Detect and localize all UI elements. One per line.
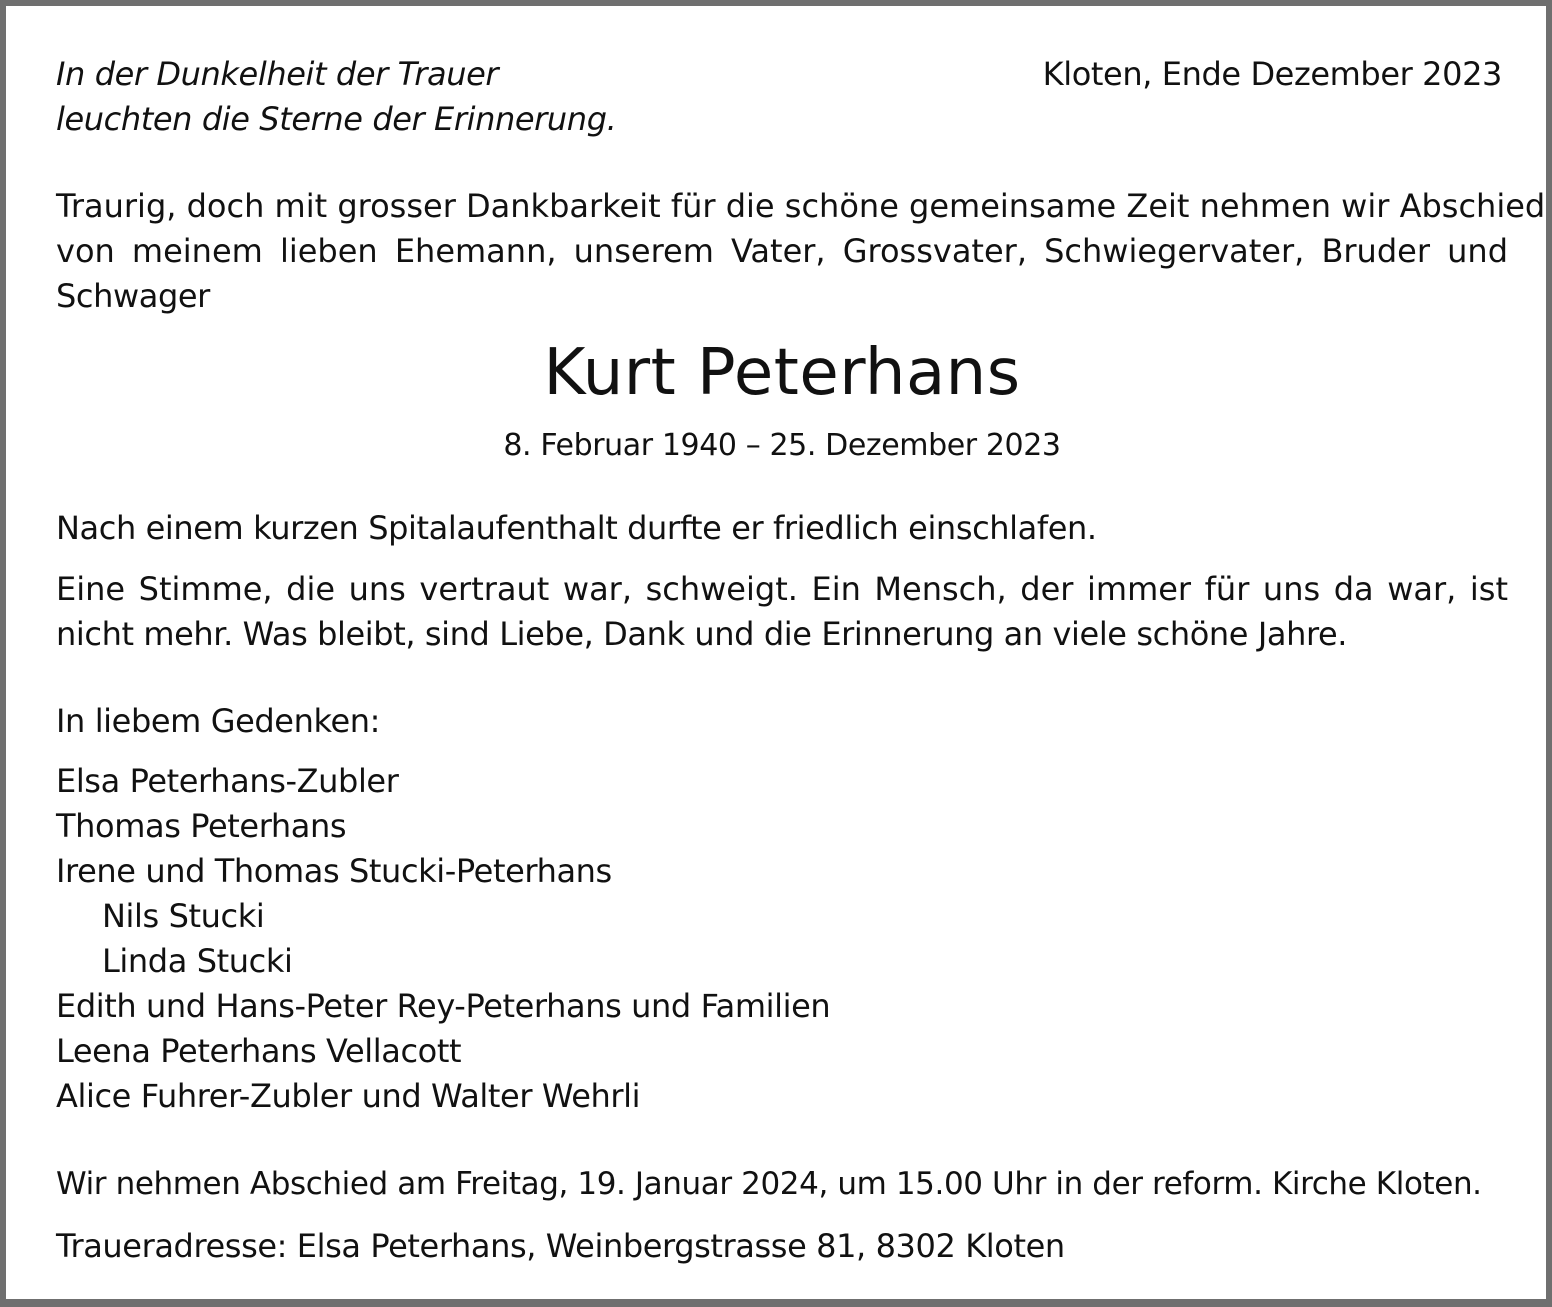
mourning-address: Traueradresse: Elsa Peterhans, Weinbergstrasse 81, 8302 Kloten [56,1227,1065,1265]
mourner-name: Leena Peterhans Vellacott [56,1032,462,1070]
mourner-name-indented: Nils Stucki [102,897,265,935]
intro-line-3: Schwager [56,277,210,315]
place-date: Kloten, Ende Dezember 2023 [1042,55,1502,93]
motto-line-2: leuchten die Sterne der Erinnerung. [56,100,617,138]
body-paragraph-2-line-1: Eine Stimme, die uns vertraut war, schweigt. Ein Mensch, der immer für uns da war, ist [56,570,1508,608]
service-announcement: Wir nehmen Abschied am Freitag, 19. Januar 2024, um 15.00 Uhr in der reform. Kirche Kloten. [56,1166,1482,1202]
mourners-heading: In liebem Gedenken: [56,702,381,740]
motto-line-1: In der Dunkelheit der Trauer [56,55,499,93]
mourner-name: Edith und Hans-Peter Rey-Peterhans und Familien [56,987,831,1025]
mourner-name: Irene und Thomas Stucki-Peterhans [56,852,612,890]
mourner-name: Elsa Peterhans-Zubler [56,762,399,800]
body-paragraph-2-line-2: nicht mehr. Was bleibt, sind Liebe, Dank und die Erinnerung an viele schöne Jahre. [56,615,1348,653]
deceased-name: Kurt Peterhans [543,336,1021,410]
intro-line-1: Traurig, doch mit grosser Dankbarkeit für die schöne gemeinsame Zeit nehmen wir Abschied [56,187,1546,225]
mourner-name: Thomas Peterhans [56,807,347,845]
life-dates: 8. Februar 1940 – 25. Dezember 2023 [503,428,1061,463]
mourner-name: Alice Fuhrer-Zubler und Walter Wehrli [56,1077,641,1115]
intro-line-2: von meinem lieben Ehemann, unserem Vater, Grossvater, Schwiegervater, Bruder und [56,232,1508,270]
body-paragraph-1: Nach einem kurzen Spitalaufenthalt durfte er friedlich einschlafen. [56,509,1097,547]
mourner-name-indented: Linda Stucki [102,942,293,980]
